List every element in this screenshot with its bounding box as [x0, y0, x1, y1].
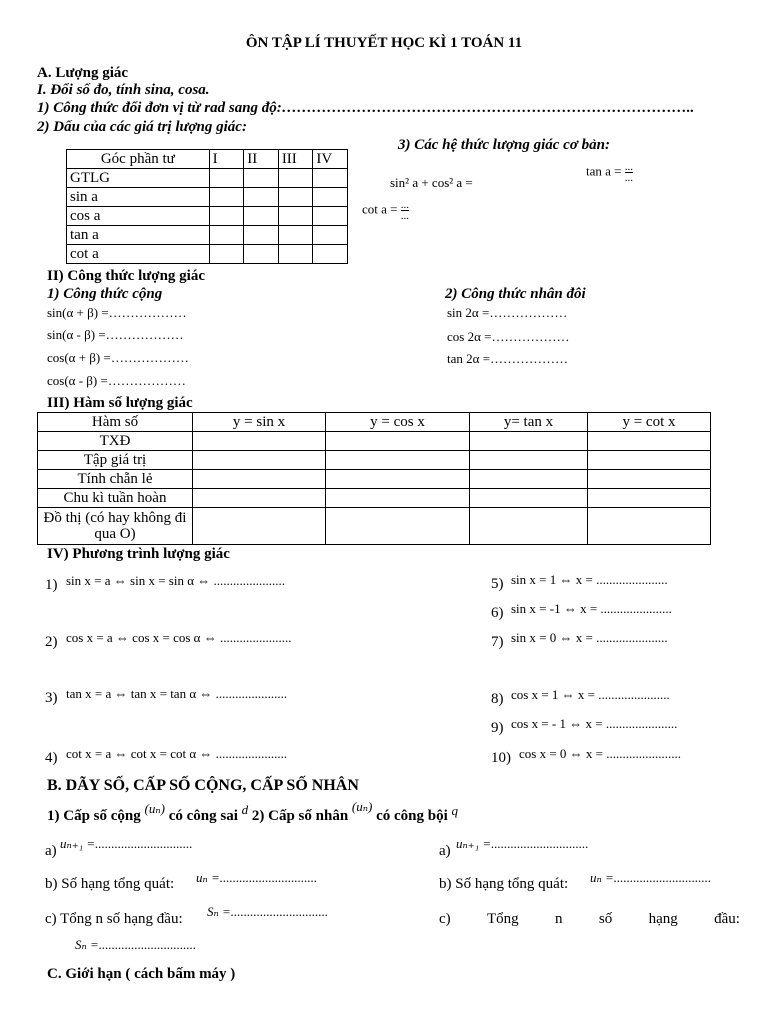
fraction-num: ... — [400, 199, 409, 211]
identity-tan-fraction — [625, 162, 633, 183]
section-c-heading: C. Giới hạn ( cách bấm máy ) — [47, 966, 236, 982]
sign-table-header: I — [209, 150, 244, 169]
section-a-item2: 2) Dấu của các giá trị lượng giác: — [37, 119, 247, 135]
section-ii-heading: II) Công thức lượng giác — [47, 268, 205, 284]
identity-cot-label: cot a = — [362, 201, 398, 217]
equation-5: sin x = 1 ⇔ x = ...................... — [511, 572, 668, 587]
csc-difference: d — [241, 802, 249, 817]
function-table-row-label: Đồ thị (có hay không đi qua O) — [38, 508, 193, 545]
equation-9-number: 9) — [491, 720, 504, 736]
csc-b-eq: uₙ =.............................. — [196, 870, 318, 885]
equation-6: sin x = -1 ⇔ x = ...................... — [511, 601, 672, 616]
equation-8: cos x = 1 ⇔ x = ...................... — [511, 687, 670, 702]
page-title: ÔN TẬP LÍ THUYẾT HỌC KÌ 1 TOÁN 11 — [245, 35, 523, 51]
function-table — [37, 412, 711, 545]
equation-8-number: 8) — [491, 691, 504, 707]
table-row — [67, 226, 348, 245]
equation-1-number: 1) — [45, 577, 58, 593]
section-a-heading: A. Lượng giác — [37, 65, 129, 81]
section-a-item3: 3) Các hệ thức lượng giác cơ bản: — [398, 137, 610, 153]
function-table-row-label: TXĐ — [38, 432, 193, 451]
sign-table-row-label: GTLG — [67, 169, 210, 188]
csc-c-eq: Sₙ =.............................. — [207, 904, 329, 919]
table-row — [38, 432, 711, 451]
csc-c-label: c) Tổng n số hạng đầu: — [45, 911, 183, 927]
table-row — [38, 470, 711, 489]
function-table-header: y = sin x — [193, 413, 326, 432]
identity-cot — [362, 200, 409, 221]
csc-a-eq: uₙ₊₁ =.............................. — [60, 836, 193, 851]
fraction-den: ... — [624, 172, 633, 184]
function-table-header: y = cos x — [326, 413, 470, 432]
csn-a-eq: uₙ₊₁ =.............................. — [456, 836, 589, 851]
csc-sequence: (uₙ) — [144, 801, 165, 816]
sign-table-header: Góc phần tư — [67, 150, 210, 169]
csn-a-label: a) — [439, 843, 451, 859]
section-a-item1: 1) Công thức đổi đơn vị từ rad sang độ:……………………………………………………………………….. — [37, 100, 695, 116]
csn-c-word: n — [555, 911, 563, 927]
double-formula-cos: cos 2α =……………… — [447, 329, 570, 344]
csn-b-label: b) Số hạng tổng quát: — [439, 876, 569, 892]
add-formula-cos-minus: cos(α - β) =……………… — [47, 373, 186, 388]
csn-mid: có công bội — [376, 808, 448, 824]
sign-table-row-label: tan a — [67, 226, 210, 245]
add-formula-cos-plus: cos(α + β) =……………… — [47, 350, 189, 365]
equation-2-number: 2) — [45, 634, 58, 650]
sign-table-header: III — [278, 150, 313, 169]
table-row — [67, 188, 348, 207]
csn-b-eq: uₙ =.............................. — [590, 870, 712, 885]
equation-3: tan x = a ⇔ tan x = tan α ⇔ ...................... — [66, 686, 288, 701]
csc-a-label: a) — [45, 843, 57, 859]
identity-tan — [586, 162, 633, 183]
function-table-header: y = cot x — [588, 413, 711, 432]
equation-6-number: 6) — [491, 605, 504, 621]
equation-2: cos x = a ⇔ cos x = cos α ⇔ ...................... — [66, 630, 292, 645]
table-row — [38, 489, 711, 508]
section-iv-heading: IV) Phương trình lượng giác — [47, 546, 230, 562]
fraction-den: ... — [400, 210, 409, 222]
equation-3-number: 3) — [45, 690, 58, 706]
identity-tan-label: tan a = — [586, 163, 622, 179]
table-row — [67, 169, 348, 188]
identity-cot-fraction — [401, 200, 409, 221]
csc-b-label: b) Số hạng tổng quát: — [45, 876, 175, 892]
arithmetic-sequence-heading — [47, 799, 459, 825]
csn-c-label — [439, 911, 740, 928]
table-row — [67, 245, 348, 264]
table-row — [38, 508, 711, 545]
function-table-row-label: Tính chẵn lẻ — [38, 470, 193, 489]
double-formula-tan: tan 2α =……………… — [447, 351, 569, 366]
csn-c-word: Tổng — [487, 911, 519, 927]
function-table-row-label: Tập giá trị — [38, 451, 193, 470]
csn-c-word: số — [598, 911, 613, 927]
section-iii-heading: III) Hàm số lượng giác — [47, 395, 193, 411]
csn-sequence: (uₙ) — [351, 799, 373, 814]
csn-c-word: hạng — [648, 911, 678, 927]
function-table-header: Hàm số — [38, 413, 193, 432]
sign-table-header: IV — [313, 150, 348, 169]
double-formula-sin: sin 2α =……………… — [447, 305, 568, 320]
equation-4-number: 4) — [45, 750, 58, 766]
table-row — [38, 451, 711, 470]
equation-4: cot x = a ⇔ cot x = cot α ⇔ ...................... — [66, 746, 288, 761]
csn-c-word: c) — [439, 911, 451, 927]
add-formula-sin-minus: sin(α - β) =……………… — [47, 327, 184, 342]
csn-c-word: đầu: — [714, 911, 740, 927]
double-angle-heading: 2) Công thức nhân đôi — [445, 286, 586, 302]
csc-mid: có công sai — [168, 808, 238, 824]
csc-prefix: 1) Cấp số cộng — [47, 808, 141, 824]
sign-table — [66, 149, 348, 264]
sign-table-header: II — [244, 150, 279, 169]
sign-table-row-label: cos a — [67, 207, 210, 226]
csn-prefix: 2) Cấp số nhân — [251, 808, 349, 824]
identity-sin-cos: sin² a + cos² a = — [390, 175, 473, 190]
csn-ratio: q — [451, 803, 459, 818]
section-b-heading: B. DÃY SỐ, CẤP SỐ CỘNG, CẤP SỐ NHÂN — [47, 777, 359, 794]
equation-10: cos x = 0 ⇔ x = ....................... — [519, 746, 681, 761]
addition-heading: 1) Công thức cộng — [47, 286, 163, 302]
equation-7-number: 7) — [491, 634, 504, 650]
equation-7: sin x = 0 ⇔ x = ...................... — [511, 630, 668, 645]
table-row — [67, 207, 348, 226]
equation-5-number: 5) — [491, 576, 504, 592]
sign-table-row-label: cot a — [67, 245, 210, 264]
add-formula-sin-plus: sin(α + β) =……………… — [47, 305, 187, 320]
function-table-row-label: Chu kì tuần hoàn — [38, 489, 193, 508]
section-a-sub1: I. Đổi số đo, tính sina, cosa. — [37, 82, 210, 98]
sign-table-row-label: sin a — [67, 188, 210, 207]
csc-c-eq-continued: Sₙ =.............................. — [75, 937, 197, 952]
equation-9: cos x = - 1 ⇔ x = ...................... — [511, 716, 678, 731]
function-table-header: y= tan x — [470, 413, 588, 432]
fraction-num: ... — [624, 161, 633, 173]
equation-10-number: 10) — [491, 750, 511, 766]
equation-1: sin x = a ⇔ sin x = sin α ⇔ ...................... — [66, 573, 286, 588]
